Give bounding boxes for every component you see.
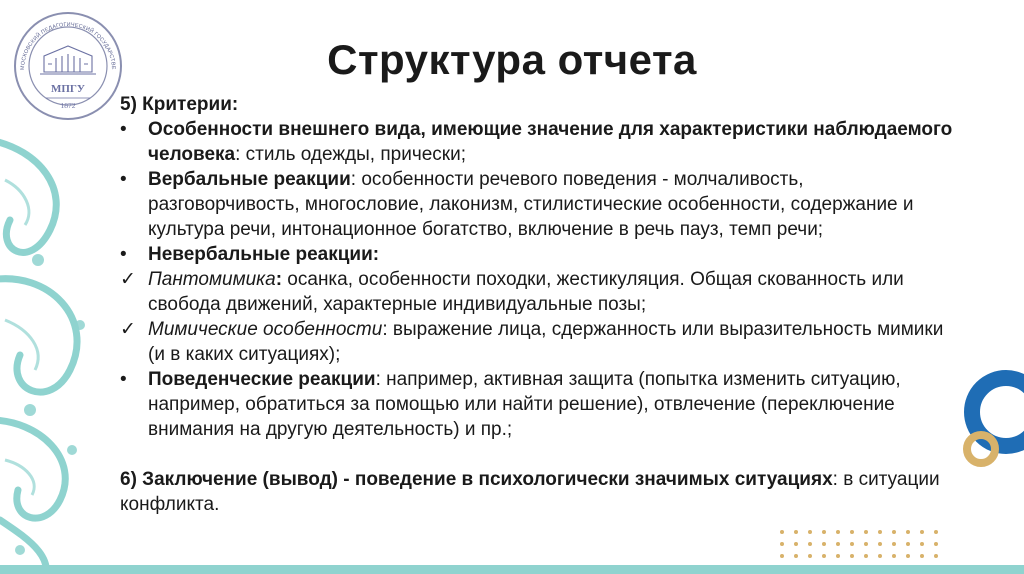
- report-content: [120, 92, 960, 517]
- item-lead: Невербальные реакции:: [148, 244, 380, 265]
- list-item: [120, 317, 960, 367]
- item-lead: Особенности внешнего вида, имеющие значение для характеристики наблюдаемого человека: [148, 119, 953, 165]
- item-text: : особенности речевого поведения - молчаливость, разговорчивость, многословие, лаконизм, стилистические особенности, содержание и культура речи, интонационное богатство, включение в речь пауз, темп речи;: [148, 169, 914, 240]
- floral-ornament: [0, 120, 120, 574]
- dot-grid-decoration: [776, 528, 946, 562]
- check-marker: ✓: [120, 319, 136, 340]
- page-title: Структура отчета: [327, 36, 697, 83]
- item-lead: Мимические особенности: [148, 319, 383, 340]
- item-lead: Вербальные реакции: [148, 169, 351, 190]
- bullet-marker: •: [120, 119, 127, 140]
- section-5-heading: 5) Критерии:: [120, 94, 239, 115]
- list-item: [120, 367, 960, 442]
- logo-abbr: МПГУ: [50, 83, 86, 95]
- bullet-marker: •: [120, 169, 127, 190]
- item-text: : выражение лица, сдержанность или выразительность мимики (и в каких ситуациях);: [148, 319, 944, 365]
- conclusion-text: : в ситуации конфликта.: [120, 469, 940, 515]
- bullet-marker: •: [120, 244, 127, 265]
- spacer: [120, 442, 960, 467]
- item-colon: :: [275, 269, 283, 290]
- item-text: : стиль одежды, прически;: [235, 144, 466, 165]
- list-item: [120, 267, 960, 317]
- logo-year: 1872: [60, 101, 76, 110]
- list-item: [120, 167, 960, 242]
- list-item: [120, 242, 960, 267]
- conclusion-lead: 6) Заключение (вывод) - поведение в психологически значимых ситуациях: [120, 469, 833, 490]
- item-text: : например, активная защита (попытка изменить ситуацию, например, обратиться за помощью или найти решение), отвлечение (переключение внимания на другую деятельность) и пр.;: [148, 369, 901, 440]
- gold-ring-decoration: [960, 428, 1002, 470]
- bottom-accent-bar: [0, 565, 1024, 574]
- check-marker: ✓: [120, 269, 136, 290]
- list-item: [120, 117, 960, 167]
- section-6-conclusion: [120, 467, 960, 517]
- bullet-marker: •: [120, 369, 127, 390]
- logo-arc-text: МОСКОВСКИЙ ПЕДАГОГИЧЕСКИЙ ГОСУДАРСТВЕ: [19, 21, 117, 71]
- item-lead: Пантомимика: [148, 269, 276, 290]
- item-lead: Поведенческие реакции: [148, 369, 376, 390]
- item-text: осанка, особенности походки, жестикуляция. Общая скованность или свобода движений, характерные индивидуальные позы;: [148, 269, 904, 315]
